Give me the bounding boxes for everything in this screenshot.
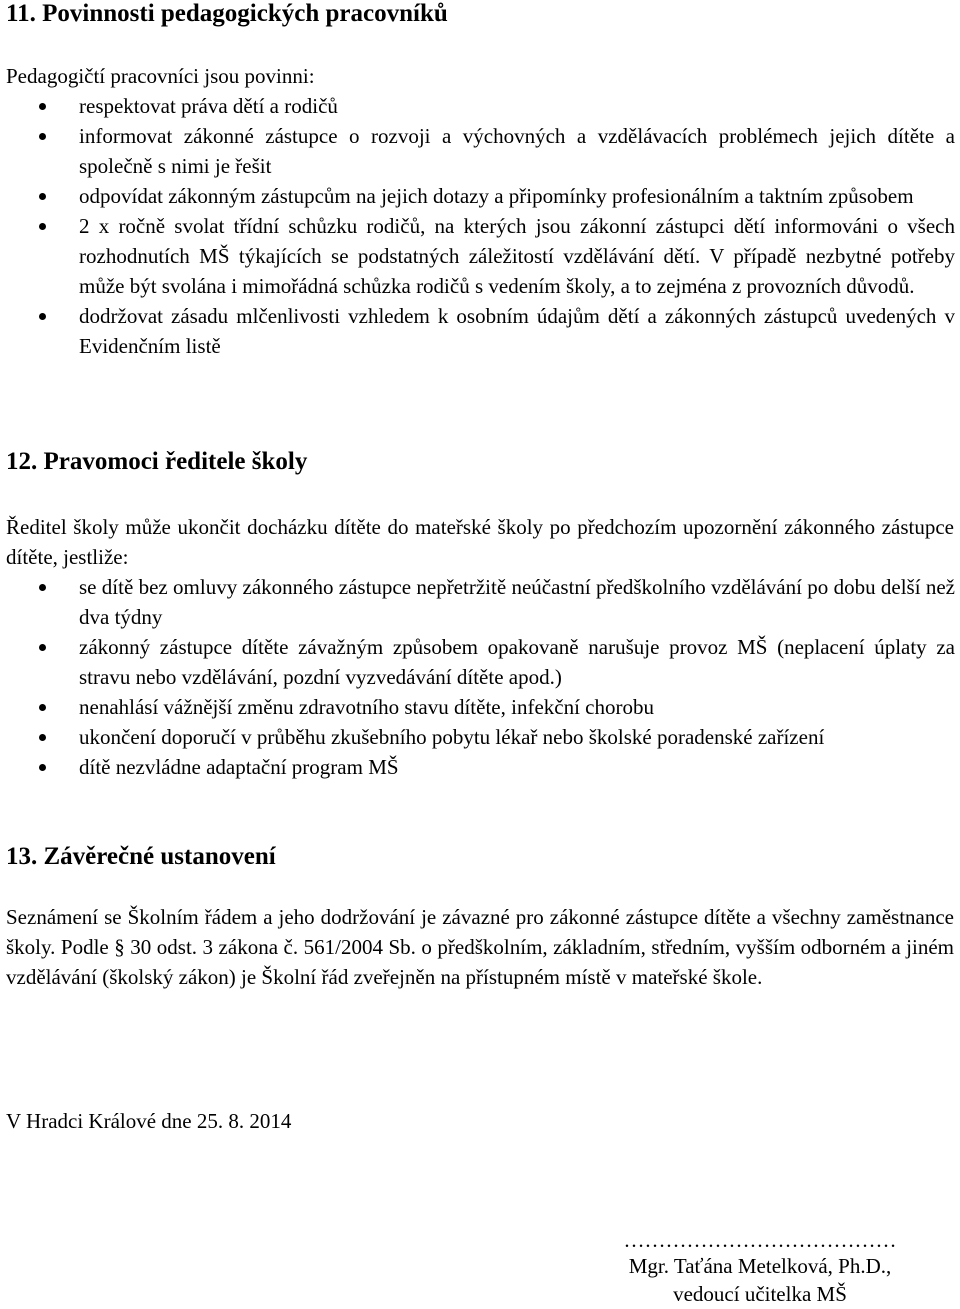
signature-role: vedoucí učitelka MŠ [673,1282,847,1306]
list-item: zákonný zástupce dítěte závažným způsobem opakovaně narušuje provoz MŠ (neplacení úplaty za stravu nebo vzdělávání, pozdní vyzvedávání dítěte apod.) [0,632,955,692]
section-13-heading: 13. Závěrečné ustanovení [6,843,276,870]
list-item: informovat zákonné zástupce o rozvoji a výchovných a vzdělávacích problémech jejich dítěte a společně s nimi je řešit [0,121,955,181]
signature-name: Mgr. Taťána Metelková, Ph.D., [628,1254,892,1278]
list-item: dítě nezvládne adaptační program MŠ [0,752,955,782]
list-item: ukončení doporučí v průběhu zkušebního pobytu lékař nebo školské poradenské zařízení [0,722,955,752]
bullet-icon [39,584,46,591]
section-12-heading: 12. Pravomoci ředitele školy [6,448,308,475]
section-12-list [0,572,960,782]
section-11-heading: 11. Povinnosti pedagogických pracovníků [6,0,448,27]
list-item: respektovat práva dětí a rodičů [0,91,955,121]
bullet-icon [39,764,46,771]
section-11-intro: Pedagogičtí pracovníci jsou povinni: [6,64,315,88]
list-item: dodržovat zásadu mlčenlivosti vzhledem k osobním údajům dětí a zákonných zástupců uvedených v Evidenčním listě [0,301,955,361]
signature-dots: ………………………………… [623,1228,897,1252]
section-11-list [0,91,960,361]
place-date: V Hradci Králové dne 25. 8. 2014 [6,1109,292,1133]
list-item: odpovídat zákonným zástupcům na jejich dotazy a připomínky profesionálním a taktním způsobem [0,181,955,211]
section-12-intro: Ředitel školy může ukončit docházku dítěte do mateřské školy po předchozím upozornění zákonného zástupce dítěte, jestliže: [6,515,954,569]
bullet-icon [39,193,46,200]
bullet-icon [39,644,46,651]
bullet-icon [39,223,46,230]
list-item: nenahlásí vážnější změnu zdravotního stavu dítěte, infekční chorobu [0,692,955,722]
bullet-icon [39,313,46,320]
bullet-icon [39,734,46,741]
list-item: 2 x ročně svolat třídní schůzku rodičů, na kterých jsou zákonní zástupci dětí informováni o všech rozhodnutích MŠ týkajících se podstatných záležitostí vzdělávání dětí. V případě nezbytné potřeby může být svolána i mimořádná schůzka rodičů s vedením školy, a to zejména z provozních důvodů. [0,211,955,301]
list-item: se dítě bez omluvy zákonného zástupce nepřetržitě neúčastní předškolního vzdělávání po dobu delší než dva týdny [0,572,955,632]
bullet-icon [39,704,46,711]
section-13-text: Seznámení se Školním řádem a jeho dodržování je závazné pro zákonné zástupce dítěte a všechny zaměstnance školy. Podle § 30 odst. 3 zákona č. 561/2004 Sb. o předškolním, základním, středním, vyšším odborném a jiném vzdělávání (školský zákon) je Školní řád zveřejněn na přístupném místě v mateřské škole. [6,905,954,989]
bullet-icon [39,103,46,110]
bullet-icon [39,133,46,140]
